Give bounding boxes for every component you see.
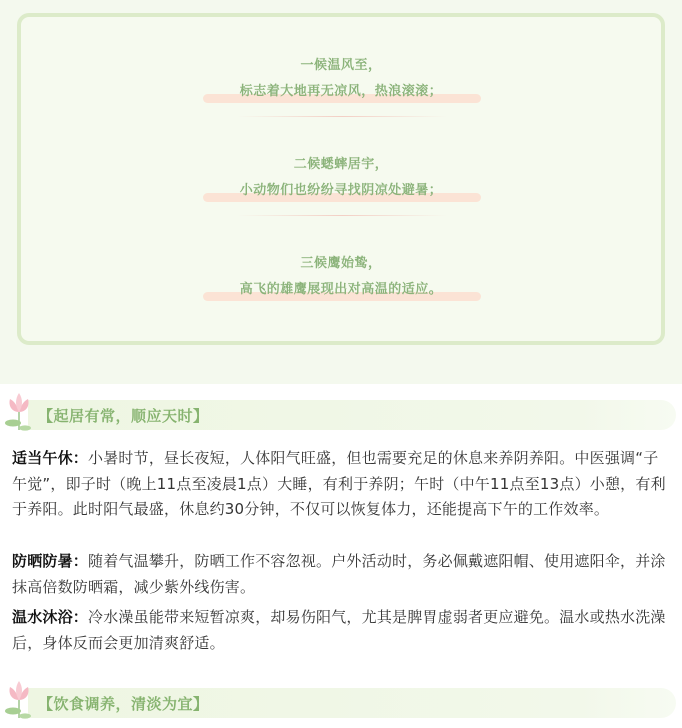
phenology-title: 二候蟋蟀居宇， xyxy=(293,157,389,172)
section-header-2 xyxy=(0,684,682,724)
paragraph-nap xyxy=(12,446,672,523)
lotus-icon xyxy=(2,390,36,436)
section-header-1 xyxy=(0,396,682,436)
paragraph-text: 冷水澡虽能带来短暂凉爽，却易伤阳气，尤其是脾胃虚弱者更应避免。温水或热水洗澡后，身体反而会更加清爽舒适。 xyxy=(12,608,666,652)
paragraph-term: 防晒防暑： xyxy=(12,552,89,570)
paragraph-term: 适当午休： xyxy=(12,449,89,467)
paragraph-term: 温水沐浴： xyxy=(12,608,89,626)
lotus-icon xyxy=(2,678,36,724)
phenology-title: 三候鹰始鸷， xyxy=(300,256,382,271)
section-title: 【起居有常，顺应天时】 xyxy=(38,407,209,425)
phenology-card xyxy=(17,13,665,345)
separator xyxy=(237,215,447,216)
paragraph-sun-protection xyxy=(12,549,672,600)
phenology-title: 一候温风至， xyxy=(300,58,382,73)
phenology-description: 高飞的雄鹰展现出对高温的适应。 xyxy=(239,282,443,297)
paragraph-text: 小暑时节，昼长夜短，人体阳气旺盛，但也需要充足的休息来养阴养阳。中医强调“子午觉”，即子时（晚上11点至凌晨1点）大睡，有利于养阴；午时（中午11点至13点）小憩，有利于养阳。此时阳气最盛，休息约30分钟，不仅可以恢复体力，还能提高下午的工作效率。 xyxy=(12,449,666,518)
paragraph-bathing xyxy=(12,605,672,656)
section-title: 【饮食调养，清淡为宜】 xyxy=(38,695,209,713)
phenology-description: 标志着大地再无凉风，热浪滚滚； xyxy=(239,84,443,99)
paragraph-text: 随着气温攀升，防晒工作不容忽视。户外活动时，务必佩戴遮阳帽、使用遮阳伞，并涂抹高倍数防晒霜，减少紫外线伤害。 xyxy=(12,552,666,596)
separator xyxy=(237,116,447,117)
phenology-description: 小动物们也纷纷寻找阴凉处避暑； xyxy=(239,183,443,198)
